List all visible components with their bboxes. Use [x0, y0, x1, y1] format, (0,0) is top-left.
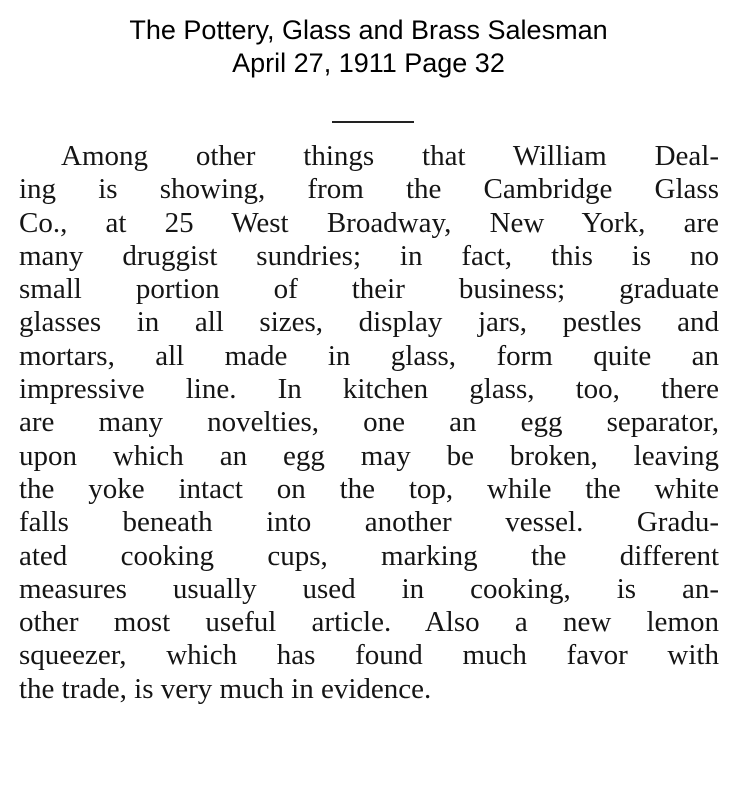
article-line: the trade, is very much in evidence. [19, 672, 432, 705]
article-line: are many novelties, one an egg separator, [19, 406, 719, 439]
article-line: mortars, all made in glass, form quite an [19, 339, 719, 372]
article-line: measures usually used in cooking, is an- [19, 572, 719, 605]
article-line: upon which an egg may be broken, leaving [19, 439, 719, 472]
article-line: small portion of their business; graduate [19, 273, 719, 306]
clipping-header [0, 14, 737, 80]
article-line: impressive line. In kitchen glass, too, there [19, 373, 719, 406]
article-line: Co., at 25 West Broadway, New York, are [19, 206, 719, 239]
article-line: Among other things that William Deal- [61, 140, 719, 172]
article-line: other most useful article. Also a new lemon [19, 606, 719, 639]
article-line: many druggist sundries; in fact, this is no [19, 239, 719, 272]
separator-rule [332, 121, 414, 123]
article-line: ated cooking cups, marking the different [19, 539, 719, 572]
article-body [19, 140, 719, 706]
publication-date-page: April 27, 1911 Page 32 [232, 48, 505, 78]
article-line: glasses in all sizes, display jars, pestles and [19, 306, 719, 339]
article-line: the yoke intact on the top, while the white [19, 472, 719, 505]
article-line: squeezer, which has found much favor with [19, 639, 719, 672]
article-line: falls beneath into another vessel. Gradu- [19, 506, 719, 539]
article-line: ing is showing, from the Cambridge Glass [19, 173, 719, 206]
publication-title: The Pottery, Glass and Brass Salesman [129, 15, 608, 45]
